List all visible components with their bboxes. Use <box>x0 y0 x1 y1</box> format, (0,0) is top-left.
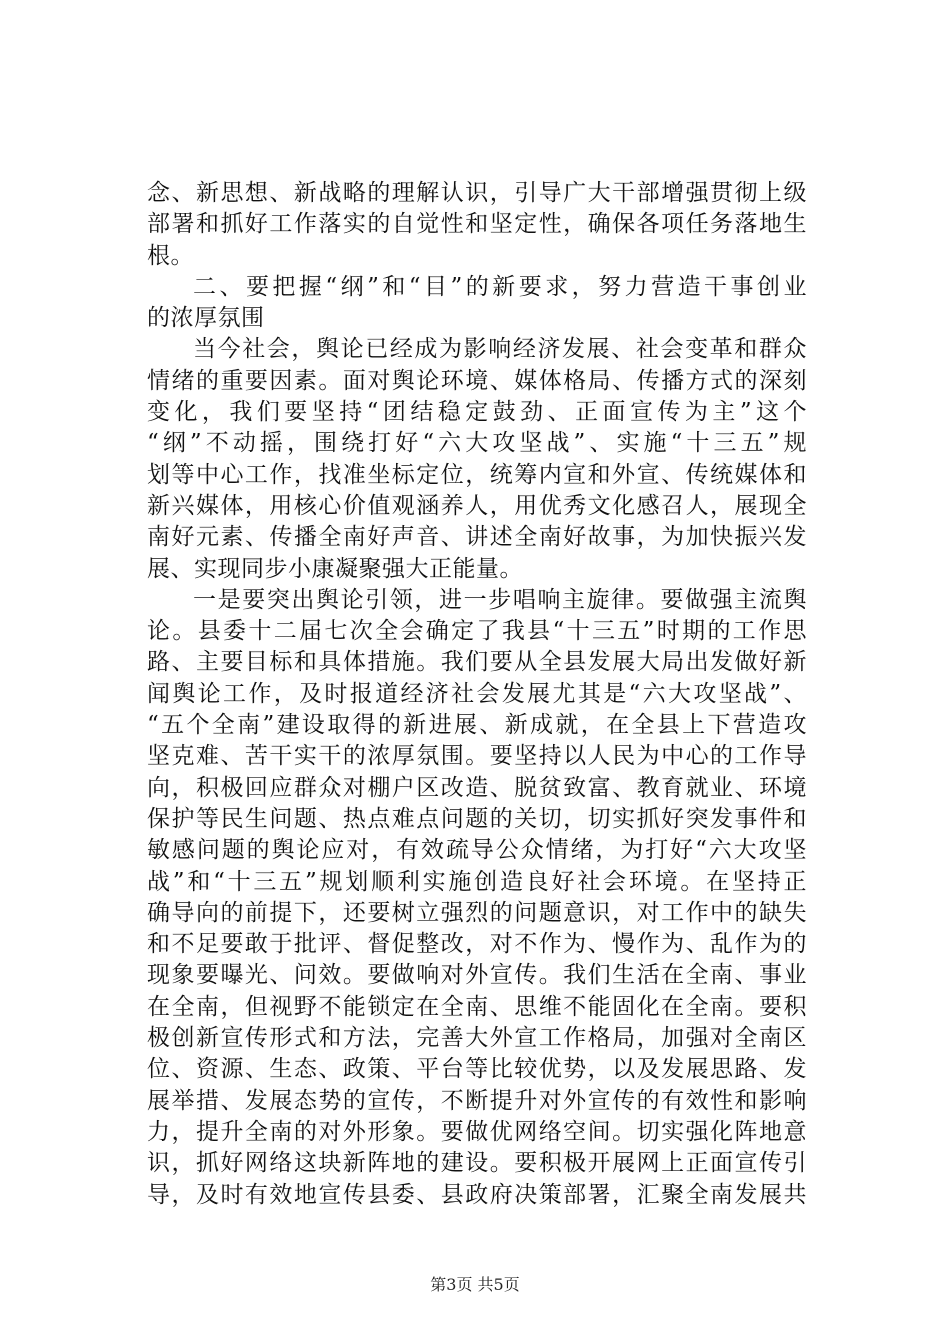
body-text-line: “五个全南”建设取得的新进展、新成就，在全县上下营造攻 <box>147 712 807 739</box>
body-text-line: 导，及时有效地宣传县委、县政府决策部署，汇聚全南发展共 <box>147 1181 807 1208</box>
body-text-line: 闻舆论工作，及时报道经济社会发展尤其是“六大攻坚战”、 <box>147 680 807 707</box>
body-text-line: 南好元素、传播全南好声音、讲述全南好故事，为加快振兴发 <box>147 524 807 551</box>
body-text-line: 坚克难、苦干实干的浓厚氛围。要坚持以人民为中心的工作导 <box>147 743 807 770</box>
body-text-line: 情绪的重要因素。面对舆论环境、媒体格局、传播方式的深刻 <box>147 367 807 394</box>
body-text-line: 根。 <box>147 242 194 269</box>
document-body <box>147 178 807 1211</box>
body-text-line: 保护等民生问题、热点难点问题的关切，切实抓好突发事件和 <box>147 805 807 832</box>
body-text-line: 的浓厚氛围 <box>147 305 265 332</box>
body-text-line: 敏感问题的舆论应对，有效疏导公众情绪，为打好“六大攻坚 <box>147 837 807 864</box>
body-text-line: 新兴媒体，用核心价值观涵养人，用优秀文化感召人，展现全 <box>147 492 807 519</box>
body-text-line: 一是要突出舆论引领，进一步唱响主旋律。要做强主流舆 <box>193 586 807 613</box>
body-text-line: 二、要把握“纲”和“目”的新要求，努力营造干事创业 <box>193 273 807 300</box>
body-text-line: 路、主要目标和具体措施。我们要从全县发展大局出发做好新 <box>147 649 807 676</box>
page-footer: 第3页 共5页 <box>430 1275 520 1294</box>
body-text-line: 和不足要敢于批评、督促整改，对不作为、慢作为、乱作为的 <box>147 931 807 958</box>
body-text-line: 确导向的前提下，还要树立强烈的问题意识，对工作中的缺失 <box>147 899 807 926</box>
body-text-line: “纲”不动摇，围绕打好“六大攻坚战”、实施“十三五”规 <box>147 430 807 457</box>
body-text-line: 力，提升全南的对外形象。要做优网络空间。切实强化阵地意 <box>147 1118 807 1145</box>
body-text-line: 当今社会，舆论已经成为影响经济发展、社会变革和群众 <box>193 336 807 363</box>
body-text-line: 现象要曝光、问效。要做响对外宣传。我们生活在全南、事业 <box>147 962 807 989</box>
body-text-line: 划等中心工作，找准坐标定位，统筹内宣和外宣、传统媒体和 <box>147 461 807 488</box>
body-text-line: 位、资源、生态、政策、平台等比较优势，以及发展思路、发 <box>147 1056 807 1083</box>
body-text-line: 论。县委十二届七次全会确定了我县“十三五”时期的工作思 <box>147 618 807 645</box>
body-text-line: 展举措、发展态势的宣传，不断提升对外宣传的有效性和影响 <box>147 1087 807 1114</box>
body-text-line: 识，抓好网络这块新阵地的建设。要积极开展网上正面宣传引 <box>147 1150 807 1177</box>
body-text-line: 念、新思想、新战略的理解认识，引导广大干部增强贯彻上级 <box>147 180 807 206</box>
body-text-line: 在全南，但视野不能锁定在全南、思维不能固化在全南。要积 <box>147 993 807 1020</box>
body-text-line: 向，积极回应群众对棚户区改造、脱贫致富、教育就业、环境 <box>147 774 807 801</box>
body-text-line: 变化，我们要坚持“团结稳定鼓劲、正面宣传为主”这个 <box>147 399 807 426</box>
body-text-line: 展、实现同步小康凝聚强大正能量。 <box>147 555 523 582</box>
body-text-line: 战”和“十三五”规划顺利实施创造良好社会环境。在坚持正 <box>147 868 807 895</box>
body-text-line: 部署和抓好工作落实的自觉性和坚定性，确保各项任务落地生 <box>147 211 807 238</box>
body-text-line: 极创新宣传形式和方法，完善大外宣工作格局，加强对全南区 <box>147 1025 807 1052</box>
